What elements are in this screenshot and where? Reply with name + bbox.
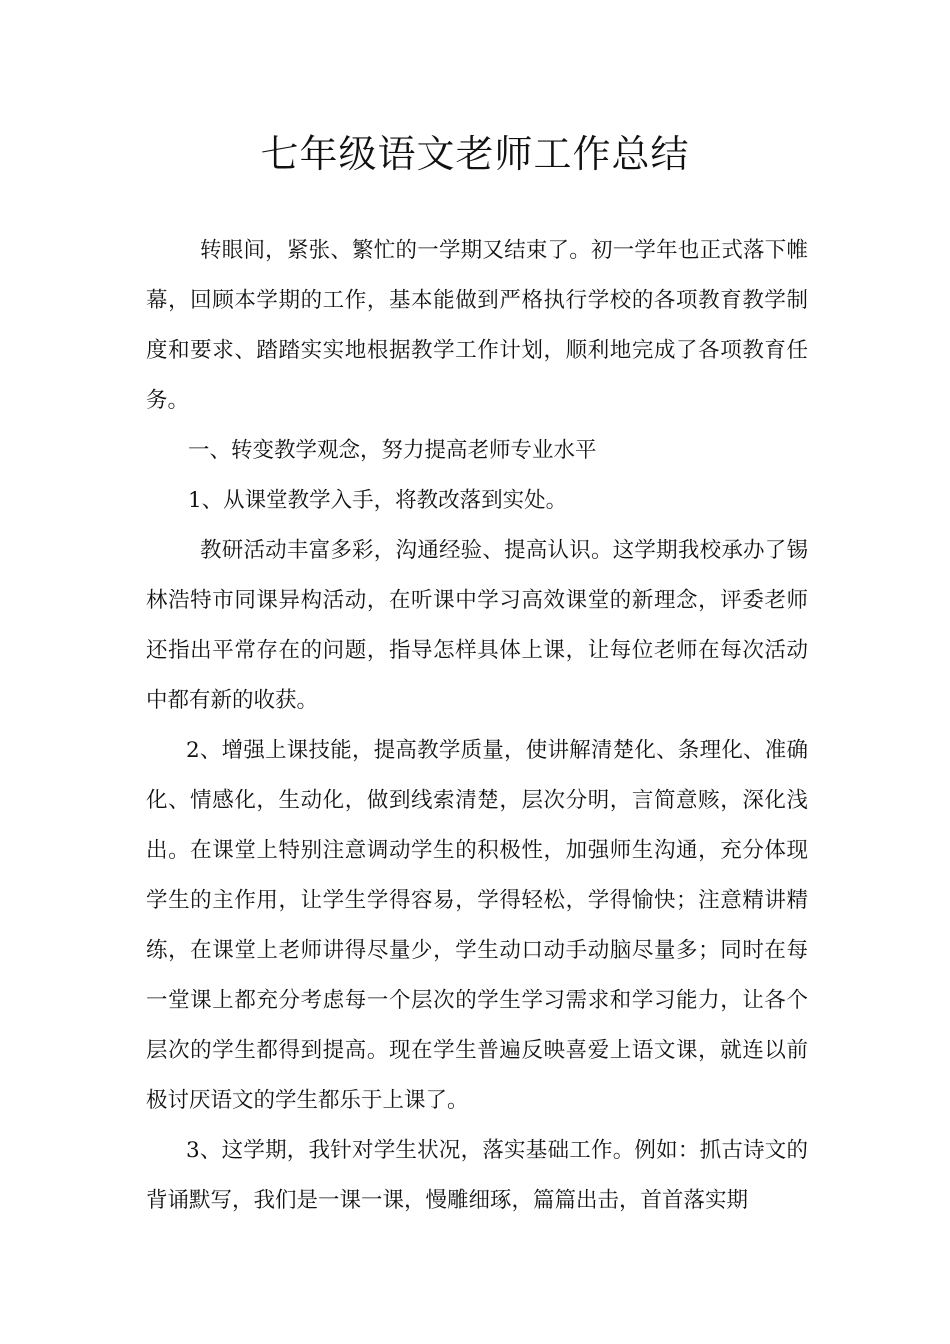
section-heading-1: 一、转变教学观念，努力提高老师专业水平 [188,438,597,463]
document-body [146,226,808,1226]
paragraph-teaching-skills: 2、增强上课技能，提高教学质量，使讲解清楚化、条理化、准确化、情感化，生动化，做到线索清楚，层次分明，言简意赅，深化浅出。在课堂上特别注意调动学生的积极性，加强师生沟通，充分体现学生的主作用，让学生学得容易，学得轻松，学得愉快；注意精讲精练，在课堂上老师讲得尽量少，学生动口动手动脑尽量多；同时在每一堂课上都充分考虑每一个层次的学生学习需求和学习能力，让各个层次的学生都得到提高。现在学生普遍反映喜爱上语文课，就连以前极讨厌语文的学生都乐于上课了。 [146,738,808,1113]
subsection-heading-1: 1、从课堂教学入手，将教改落到实处。 [188,488,568,513]
paragraph-foundation-work: 3、这学期，我针对学生状况，落实基础工作。例如：抓古诗文的背诵默写，我们是一课一课，慢雕细琢，篇篇出击，首首落实期 [146,1138,808,1213]
paragraph-research-activities: 教研活动丰富多彩，沟通经验、提高认识。这学期我校承办了锡林浩特市同课异构活动，在听课中学习高效课堂的新理念，评委老师还指出平常存在的问题，指导怎样具体上课，让每位老师在每次活动中都有新的收获。 [146,538,808,713]
document-title: 七年级语文老师工作总结 [260,132,690,176]
paragraph-intro: 转眼间，紧张、繁忙的一学期又结束了。初一学年也正式落下帷幕，回顾本学期的工作，基本能做到严格执行学校的各项教育教学制度和要求、踏踏实实地根据教学工作计划，顺利地完成了各项教育任务。 [146,238,808,413]
